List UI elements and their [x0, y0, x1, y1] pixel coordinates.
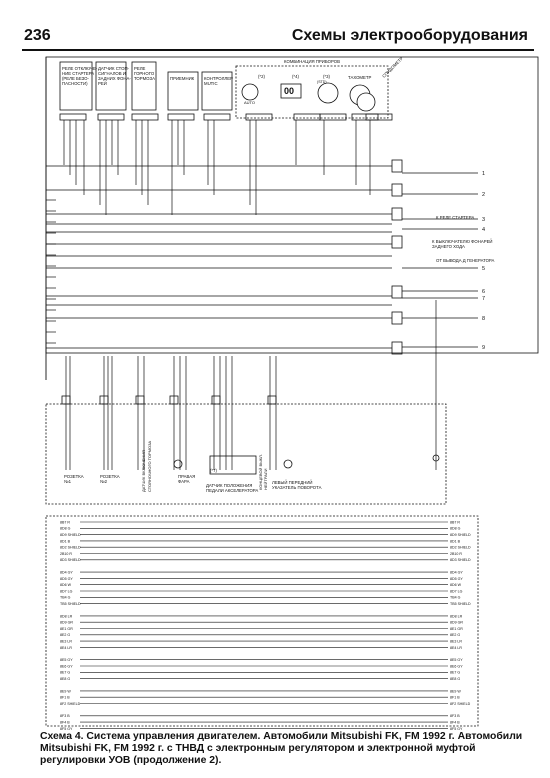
harness-label-right: 8F3 B [450, 714, 460, 719]
connector-top-3 [168, 114, 194, 120]
gauge-label-2: (*2) [258, 74, 265, 79]
main-frame [46, 57, 538, 353]
harness-label-right: 8D6 W [450, 583, 461, 588]
harness-label-right: 8B7 R [450, 520, 460, 525]
stop-sensor-label-line: ДАТЧИК СТОП- [98, 66, 129, 71]
note-reverse-line: К ВЫКЛЮЧАТЕЛЮ ФОНАРЕЙ [432, 239, 493, 244]
harness-label-right: 8D8 LR [450, 614, 463, 619]
socket1-label-line: №1 [64, 479, 71, 484]
connector-top-1 [98, 114, 124, 120]
neutral-switch-label: КОНЦЕВОЙ ВЫКЛ. [258, 454, 263, 490]
harness-label-left: 8F1 B [60, 695, 70, 700]
harness-label-left: 8D2 SHIELD [60, 545, 81, 550]
tachometer-label: ТАХОМЕТР [348, 75, 372, 80]
label-layer [60, 56, 494, 731]
turn-lamp-symbol [284, 460, 292, 468]
harness-label-left: 8F4 B [60, 720, 70, 725]
harness-label-right: TB5 SHIELD [450, 602, 471, 606]
right-number: 2 [482, 192, 486, 198]
brake-relay-label-line: ТОРМОЗА [134, 76, 155, 81]
brake-relay-label-line: РЕЛЕ [134, 66, 146, 71]
note-starter: К РЕЛЕ СТАРТЕРА [436, 215, 475, 220]
connector-top-4 [204, 114, 230, 120]
right-number: 5 [482, 266, 486, 272]
harness-label-right: 8E4 LR [450, 645, 462, 650]
gauge-label-3: (*3) [323, 74, 330, 79]
connector-top-5 [246, 114, 272, 120]
accel-sensor-label-line: ПЕДАЛИ АКСЕЛЕРАТОРА [206, 488, 259, 493]
harness-label-left: 8B7 R [60, 520, 70, 525]
harness-label-right: 8E9 W [450, 689, 461, 694]
harness-label-left: 8E6 GY [60, 664, 73, 669]
harness-label-left: 8E5 GY [60, 658, 73, 663]
harness-label-right: 8D8 G [450, 526, 461, 531]
note-generator: ОТ ВЫВОДА Д ГЕНЕРАТОРА [436, 258, 495, 263]
receiver-label-line: ПРИЕМНИК [170, 76, 195, 81]
brake-relay-label-line: ГОРНОГО [134, 71, 155, 76]
right-lamp-label-line: ФАРА [178, 479, 190, 484]
relay-starter-label-line: РЕЛЕ ОТКЛЮЧЕ- [62, 66, 98, 71]
digital-display-text: 00 [284, 86, 295, 96]
harness-label-left: 8E4 LR [60, 645, 72, 650]
harness-label-left: 8D8 LR [60, 614, 73, 619]
stop-sensor-label-line: СИГНАЛОВ И [98, 71, 126, 76]
socket1-label-line: РОЗЕТКА [64, 474, 84, 479]
harness-label-right: 8D2 SHIELD [450, 545, 471, 550]
socket2-label-line: №2 [100, 479, 107, 484]
page-number: 236 [24, 27, 51, 44]
relay-starter-label-line: (РЕЛЕ БЕЗО- [62, 76, 89, 81]
harness-label-right: 8E7 G [450, 670, 461, 675]
harness-label-right: 8D7 LG [450, 589, 463, 594]
harness-label-left: 8E9 W [60, 689, 71, 694]
right-lamp-label-line: ПРАВАЯ [178, 474, 196, 479]
harness-label-left: 8D4 GY [60, 570, 73, 575]
sensor-17-label: (*7) [210, 468, 217, 473]
accel-box-connector [212, 396, 220, 404]
left-turn-label-line: ЛЕВЫЙ ПЕРЕДНИЙ [272, 480, 313, 485]
harness-label-left: 8F5 GY [60, 726, 73, 731]
connector-top-0 [60, 114, 86, 120]
harness-label-left: 8F2 SHIELD [60, 701, 81, 706]
neutral-switch-label: НЕЙТРАЛИ [263, 468, 268, 490]
harness-label-right: TB4 G [450, 595, 461, 600]
connector-top-6 [294, 114, 320, 120]
harness-label-right: 8D9 GR [450, 620, 463, 625]
right-connector-0 [392, 160, 402, 172]
harness-label-right: 8F5 GY [450, 726, 463, 731]
right-number: 3 [482, 217, 486, 223]
connector-top-2 [132, 114, 158, 120]
harness-label-right: 8E8 G [450, 677, 461, 681]
parking-sensor-label: ДАТЧИК ВКЛЮЧЕНИЯ [141, 449, 146, 492]
turn-box-connector [268, 396, 276, 404]
right-number: 4 [482, 227, 486, 233]
component-layer [46, 57, 538, 726]
harness-label-right: 8D3 SHIELD [450, 558, 471, 563]
harness-label-right: 8E1 GR [450, 626, 463, 631]
harness-label-left: 8E3 LR [60, 639, 72, 644]
controller-label-line: MUTIC [204, 81, 218, 86]
harness-label-right: 8F1 B [450, 695, 460, 700]
harness-label-left: 8E2 G [60, 633, 71, 638]
connector-top-7 [320, 114, 346, 120]
harness-label-left: 8D3 SHIELD [60, 558, 81, 563]
right-number: 1 [482, 171, 486, 177]
harness-label-left: 8D9 GR [60, 620, 73, 625]
figure-caption: Схема 4. Система управления двигателем. Автомобили Mitsubishi FK, FM 1992 г. Автомобили Mitsubishi FK, FM 1992 г. с ТНВД с электронным регулятором и электронной муфтой регулировки УОВ (продолжение 2). [40, 731, 523, 766]
instrument-cluster-label: КОМБИНАЦИЯ ПРИБОРОВ [284, 59, 340, 64]
right-number: 6 [482, 289, 486, 295]
right-connector-5 [392, 312, 402, 324]
harness-label-right: 8D9 SHIELD [450, 533, 471, 537]
note-reverse-line: ЗАДНЕГО ХОДА [432, 244, 465, 249]
harness-label-right: 8D4 GY [450, 570, 463, 575]
left-turn-label-line: УКАЗАТЕЛЬ ПОВОРОТА [272, 485, 322, 490]
parking-sensor-label: СТОЯНОЧНОГО ТОРМОЗА [147, 440, 152, 492]
parking-sensor-box-connector [136, 396, 144, 404]
harness-label-left: 8F3 B [60, 714, 70, 719]
harness-label-left: 8D5 GY [60, 576, 73, 581]
socket2-label-line: РОЗЕТКА [100, 474, 120, 479]
harness-label-left: 8D8 G [60, 526, 71, 531]
harness-label-right: 8D1 B [450, 539, 460, 544]
harness-label-left: 8D1 B [60, 539, 70, 544]
relay-starter-label-line: ПАСНОСТИ) [62, 81, 88, 86]
gauge-auto [242, 84, 258, 100]
stop-sensor-label-line: РЕЙ [98, 81, 107, 86]
harness-label-left: 8D7 LG [60, 589, 73, 594]
auto-label: AUTO [244, 100, 256, 105]
right-connector-3 [392, 236, 402, 248]
connector-top-8 [352, 114, 378, 120]
gauge-warning [318, 83, 338, 103]
harness-label-right: 8E6 GY [450, 664, 463, 669]
harness-label-left: 8D9 SHIELD [60, 533, 81, 537]
right-connector-6 [392, 342, 402, 354]
harness-label-right: 2B10 R [450, 551, 462, 556]
harness-label-right: 8E2 G [450, 633, 461, 638]
right-number: 9 [482, 345, 486, 351]
harness-label-left: 8E7 G [60, 670, 71, 675]
harness-label-left: 8E8 G [60, 677, 71, 681]
lamp-symbol [174, 460, 182, 468]
right-connector-1 [392, 184, 402, 196]
relay-starter-label-line: НИЕ СТАРТЕРА [62, 71, 95, 76]
harness-label-right: 8F2 SHIELD [450, 701, 471, 706]
harness-label-left: 2B10 R [60, 551, 72, 556]
controller-label-line: КОНТРОЛЛЕР [204, 76, 233, 81]
wire-layer [46, 57, 478, 728]
harness-label-right: 8E3 LR [450, 639, 462, 644]
right-number: 8 [482, 316, 486, 322]
accel-sensor-label-line: ДАТЧИК ПОЛОЖЕНИЯ [206, 483, 253, 488]
harness-label-left: TB5 SHIELD [60, 602, 81, 606]
harness-label-left: TB4 G [60, 595, 71, 600]
stop-sensor-label-line: ЗАДНИХ ФОНА- [98, 76, 131, 81]
gauge-sub-label: (STD) [317, 80, 327, 84]
gauge-label-4: (*4) [292, 74, 299, 79]
harness-label-left: 8E1 GR [60, 626, 73, 631]
right-number: 7 [482, 296, 486, 302]
right-connector-4 [392, 286, 402, 298]
harness-label-right: 8D5 GY [450, 576, 463, 581]
speedometer-label: СПИДОМЕТР [381, 55, 405, 79]
harness-label-left: 8D6 W [60, 583, 71, 588]
harness-label-right: 8F4 B [450, 720, 460, 725]
right-connector-2 [392, 208, 402, 220]
page-title: Схемы электрооборудования [291, 27, 528, 44]
harness-label-right: 8E5 GY [450, 658, 463, 663]
speedometer-dial [357, 93, 375, 111]
